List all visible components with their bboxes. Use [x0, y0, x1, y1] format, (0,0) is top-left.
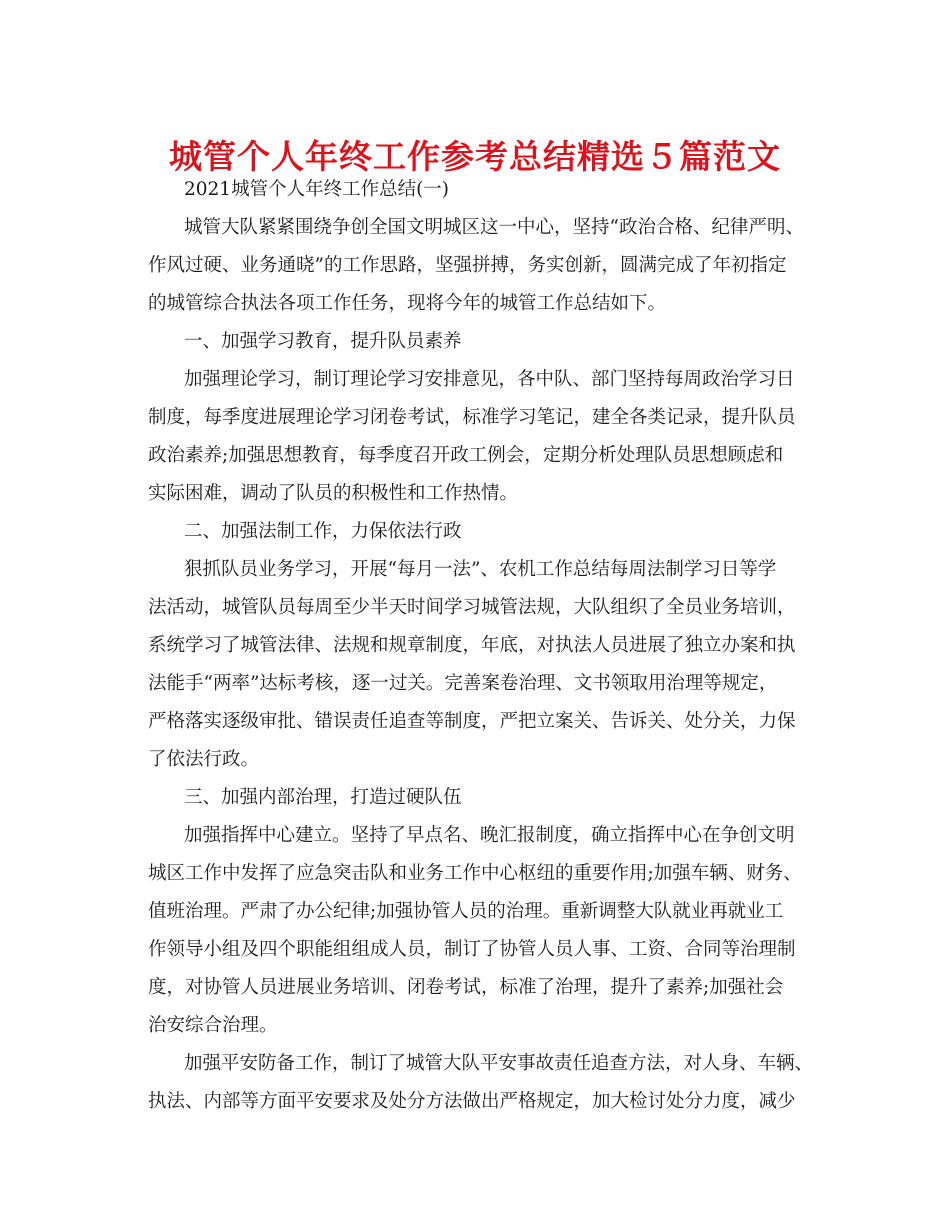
paragraph-line: 度，对协管人员进展业务培训、闭卷考试，标准了治理，提升了素养;加强社会 [148, 977, 784, 998]
paragraph-line: 法能手“两率”达标考核，逐一过关。完善案卷治理、文书领取用治理等规定， [148, 673, 778, 694]
paragraph-line: 执法、内部等方面平安要求及处分方法做出严格规定，加大检讨处分力度，减少 [148, 1091, 796, 1112]
paragraph-line: 系统学习了城管法律、法规和规章制度，年底，对执法人员进展了独立办案和执 [148, 635, 796, 656]
paragraph-line: 值班治理。严肃了办公纪律;加强协管人员的治理。重新调整大队就业再就业工 [148, 901, 784, 922]
paragraph-line: 加强理论学习，制订理论学习安排意见，各中队、部门坚持每周政治学习日 [184, 369, 795, 390]
paragraph-line: 制度，每季度进展理论学习闭卷考试，标准学习笔记，建全各类记录，提升队员 [148, 407, 796, 428]
paragraph-line: 治安综合治理。 [148, 1015, 278, 1036]
paragraph-line: 政治素养;加强思想教育，每季度召开政工例会，定期分析处理队员思想顾虑和 [148, 445, 784, 466]
paragraph-line: 实际困难，调动了队员的积极性和工作热情。 [148, 483, 519, 504]
paragraph-line: 加强指挥中心建立。坚持了早点名、晚汇报制度，确立指挥中心在争创文明 [184, 825, 795, 846]
paragraph-line: 的城管综合执法各项工作任务，现将今年的城管工作总结如下。 [148, 293, 667, 314]
paragraph-line: 作风过硬、业务通晓”的工作思路，坚强拼搏，务实创新，圆满完成了年初指定 [148, 255, 787, 276]
section-heading: 二、加强法制工作，力保依法行政 [184, 521, 462, 542]
document-title: 城管个人年终工作参考总结精选５篇范文 [169, 137, 781, 176]
paragraph-line: 加强平安防备工作，制订了城管大队平安事故责任追查方法，对人身、车辆、 [184, 1053, 814, 1074]
paragraph-line: 了依法行政。 [148, 749, 260, 770]
section-heading: 三、加强内部治理，打造过硬队伍 [184, 787, 462, 808]
paragraph-line: 严格落实逐级审批、错误责任追查等制度，严把立案关、告诉关、处分关，力保 [148, 711, 796, 732]
paragraph-line: 作领导小组及四个职能组组成人员，制订了协管人员人事、工资、合同等治理制 [148, 939, 796, 960]
paragraph-line: 城区工作中发挥了应急突击队和业务工作中心枢纽的重要作用;加强车辆、财务、 [148, 863, 802, 884]
section-heading: 一、加强学习教育，提升队员素养 [184, 331, 462, 352]
paragraph-line: 法活动，城管队员每周至少半天时间学习城管法规，大队组织了全员业务培训， [148, 597, 796, 618]
section-heading: 2021城管个人年终工作总结(一) [184, 179, 450, 200]
paragraph-line: 狠抓队员业务学习，开展“每月一法”、农机工作总结每周法制学习日等学 [184, 559, 777, 580]
paragraph-line: 城管大队紧紧围绕争创全国文明城区这一中心，坚持“政治合格、纪律严明、 [184, 217, 804, 238]
